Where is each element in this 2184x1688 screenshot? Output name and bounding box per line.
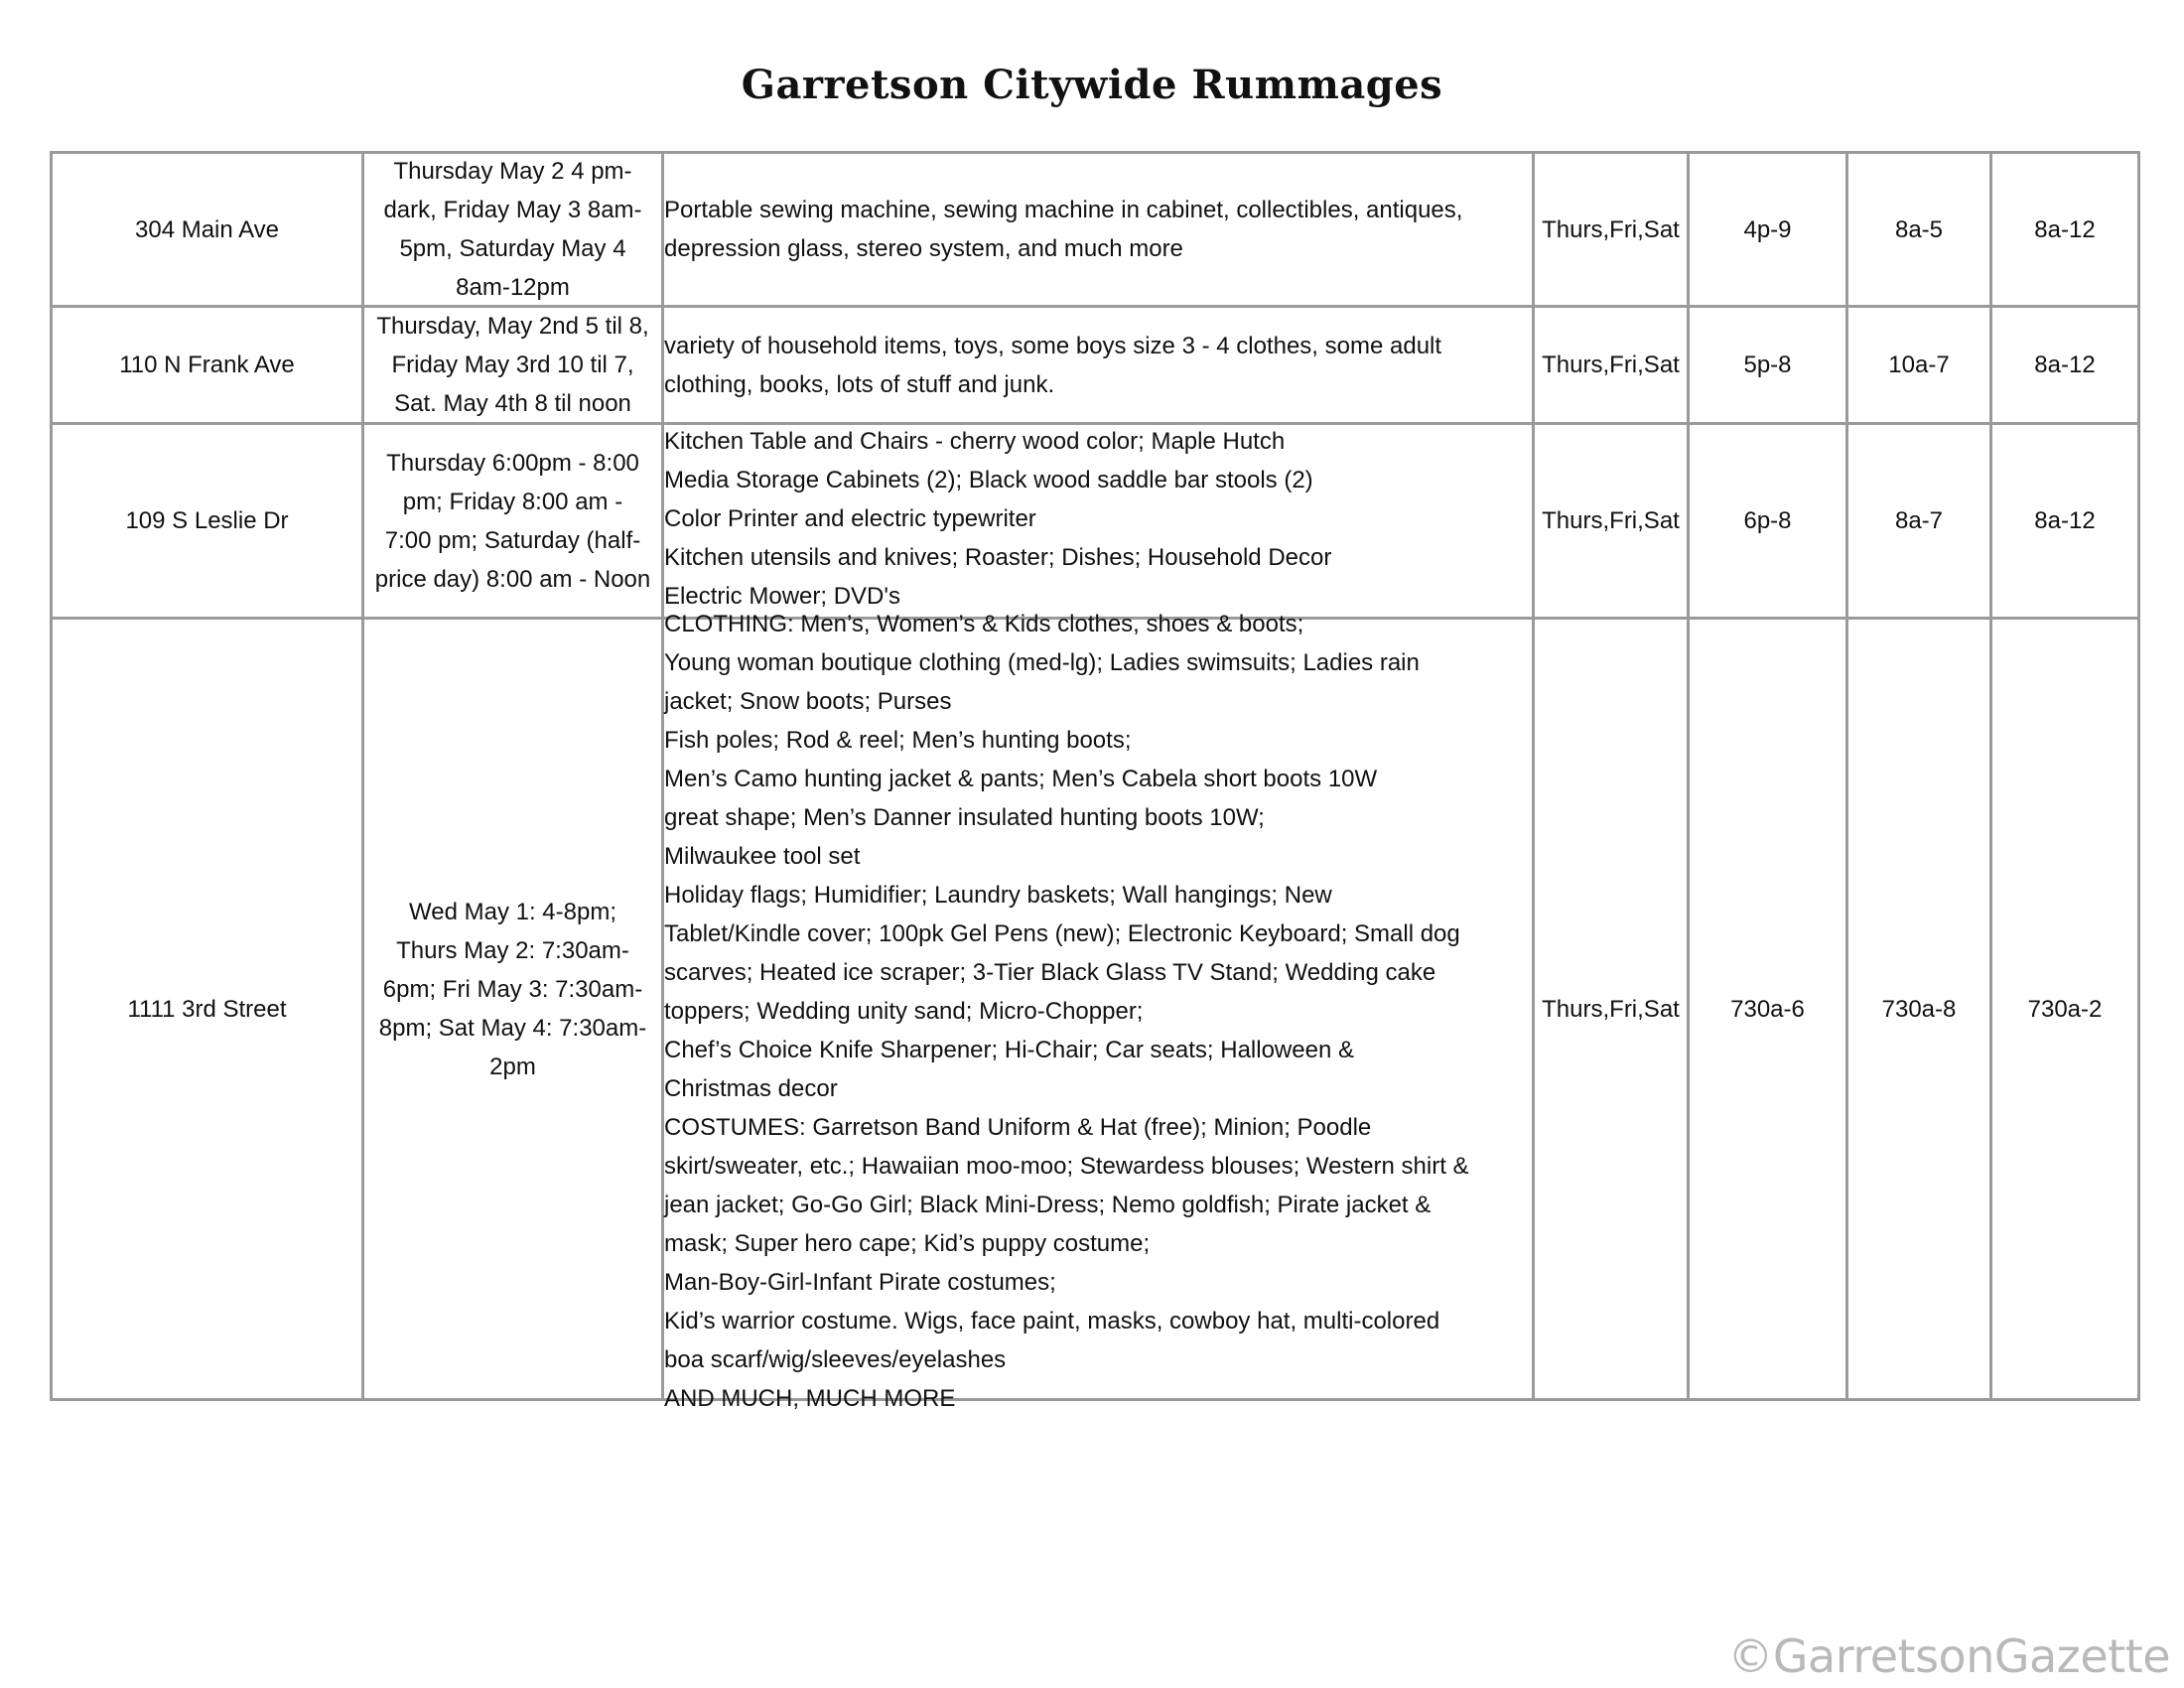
copyright-watermark: ©GarretsonGazette	[1727, 1629, 2170, 1683]
page-title: Garretson Citywide Rummages	[741, 62, 1443, 108]
days-cell: Thurs,Fri,Sat	[1534, 153, 1689, 307]
address-cell: 304 Main Ave	[52, 153, 363, 307]
table-row	[52, 424, 2139, 619]
hours-cell: Thursday, May 2nd 5 til 8, Friday May 3rd 10 til 7, Sat. May 4th 8 til noon	[363, 307, 663, 424]
thursday-hours-cell: 730a-6	[1689, 619, 1847, 1400]
thursday-hours-cell: 5p-8	[1689, 307, 1847, 424]
table-row	[52, 307, 2139, 424]
hours-cell: Thursday 6:00pm - 8:00 pm; Friday 8:00 am - 7:00 pm; Saturday (half- price day) 8:00 am - Noon	[363, 424, 663, 619]
hours-cell: Thursday May 2 4 pm- dark, Friday May 3 8am- 5pm, Saturday May 4 8am-12pm	[363, 153, 663, 307]
hours-cell: Wed May 1: 4-8pm; Thurs May 2: 7:30am- 6pm; Fri May 3: 7:30am- 8pm; Sat May 4: 7:30am- 2pm	[363, 619, 663, 1400]
friday-hours-cell: 8a-5	[1847, 153, 1991, 307]
items-cell: CLOTHING: Men’s, Women’s & Kids clothes, shoes & boots; Young woman boutique clothing (med-lg); Ladies swimsuits; Ladies rain jacket; Snow boots; Purses Fish poles; Rod & reel; Men’s hunting boots; Men’s Camo hunting jacket & pants; Men’s Cabela short boots 10W great shape; Men’s Danner insulated hunting boots 10W; Milwaukee tool set Holiday flags; Humidifier; Laundry baskets; Wall hangings; New Tablet/Kindle cover; 100pk Gel Pens (new); Electronic Keyboard; Small dog scarves; Heated ice scraper; 3-Tier Black Glass TV Stand; Wedding cake toppers; Wedding unity sand; Micro-Chopper; Chef’s Choice Knife Sharpener; Hi-Chair; Car seats; Halloween & Christmas decor COSTUMES: Garretson Band Uniform & Hat (free); Minion; Poodle skirt/sweater, etc.; Hawaiian moo-moo; Stewardess blouses; Western shirt & jean jacket; Go-Go Girl; Black Mini-Dress; Nemo goldfish; Pirate jacket & mask; Super hero cape; Kid’s puppy costume; Man-Boy-Girl-Infant Pirate costumes; Kid’s warrior costume. Wigs, face paint, masks, cowboy hat, multi-colored boa scarf/wig/sleeves/eyelashes AND MUCH, MUCH MORE	[663, 619, 1534, 1400]
days-cell: Thurs,Fri,Sat	[1534, 619, 1689, 1400]
table-row	[52, 153, 2139, 307]
saturday-hours-cell: 8a-12	[1991, 424, 2139, 619]
saturday-hours-cell: 8a-12	[1991, 307, 2139, 424]
items-cell: Kitchen Table and Chairs - cherry wood color; Maple Hutch Media Storage Cabinets (2); Black wood saddle bar stools (2) Color Printer and electric typewriter Kitchen utensils and knives; Roaster; Dishes; Household Decor Electric Mower; DVD's	[663, 424, 1534, 619]
address-cell: 110 N Frank Ave	[52, 307, 363, 424]
address-cell: 1111 3rd Street	[52, 619, 363, 1400]
items-cell: Portable sewing machine, sewing machine in cabinet, collectibles, antiques, depression glass, stereo system, and much more	[663, 153, 1534, 307]
rummage-table	[50, 151, 2140, 1412]
friday-hours-cell: 730a-8	[1847, 619, 1991, 1400]
days-cell: Thurs,Fri,Sat	[1534, 424, 1689, 619]
saturday-hours-cell: 8a-12	[1991, 153, 2139, 307]
friday-hours-cell: 8a-7	[1847, 424, 1991, 619]
address-cell: 109 S Leslie Dr	[52, 424, 363, 619]
friday-hours-cell: 10a-7	[1847, 307, 1991, 424]
items-cell: variety of household items, toys, some boys size 3 - 4 clothes, some adult clothing, books, lots of stuff and junk.	[663, 307, 1534, 424]
saturday-hours-cell: 730a-2	[1991, 619, 2139, 1400]
thursday-hours-cell: 6p-8	[1689, 424, 1847, 619]
thursday-hours-cell: 4p-9	[1689, 153, 1847, 307]
table-row	[52, 619, 2139, 1400]
days-cell: Thurs,Fri,Sat	[1534, 307, 1689, 424]
